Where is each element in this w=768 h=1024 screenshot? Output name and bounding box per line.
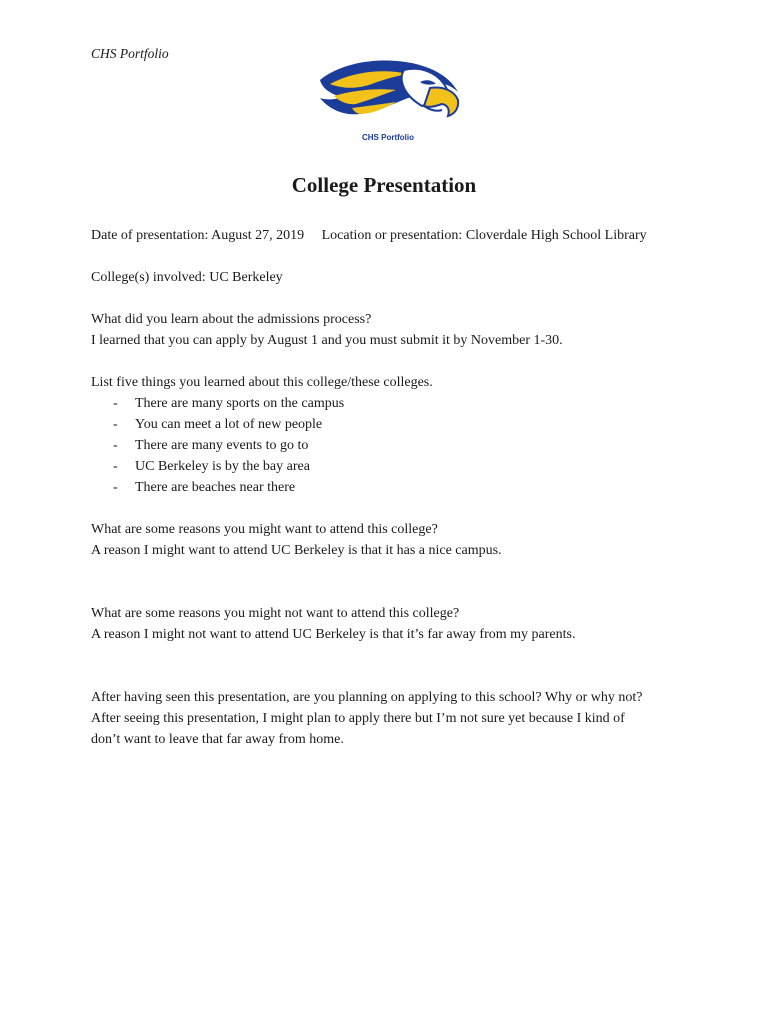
colleges-label: College(s) involved: bbox=[91, 270, 206, 285]
location-value: Cloverdale High School Library bbox=[465, 228, 647, 243]
list-item: - You can meet a lot of new people bbox=[91, 414, 651, 435]
learned-list bbox=[91, 393, 651, 498]
location-label: Location or presentation: bbox=[321, 228, 463, 243]
planning-answer: After seeing this presentation, I might plan to apply there but I’m not sure yet because I kind of don’t want to leave that far away from home. bbox=[91, 711, 625, 747]
eagle-logo bbox=[312, 50, 464, 146]
planning-question: After having seen this presentation, are you planning on applying to this school? Why or why not? bbox=[91, 690, 643, 705]
document-title: College Presentation bbox=[291, 173, 477, 197]
colleges-value: UC Berkeley bbox=[209, 270, 283, 285]
logo-caption: CHS Portfolio bbox=[362, 133, 414, 142]
document-body bbox=[91, 225, 651, 750]
list-item: - UC Berkeley is by the bay area bbox=[91, 456, 651, 477]
admissions-answer: I learned that you can apply by August 1 and you must submit it by November 1-30. bbox=[91, 333, 563, 348]
admissions-question: What did you learn about the admissions process? bbox=[91, 312, 372, 327]
list-item: - There are beaches near there bbox=[91, 477, 651, 498]
date-value: August 27, 2019 bbox=[211, 228, 305, 243]
reasons-not-attend-answer: A reason I might not want to attend UC Berkeley is that it’s far away from my parents. bbox=[91, 627, 576, 642]
reasons-not-attend-question: What are some reasons you might not want to attend this college? bbox=[91, 606, 460, 621]
reasons-attend-answer: A reason I might want to attend UC Berkeley is that it has a nice campus. bbox=[91, 543, 502, 558]
list-item: - There are many events to go to bbox=[91, 435, 651, 456]
date-label: Date of presentation: bbox=[91, 228, 209, 243]
five-things-prompt: List five things you learned about this college/these colleges. bbox=[91, 375, 433, 390]
reasons-attend-question: What are some reasons you might want to attend this college? bbox=[91, 522, 438, 537]
page-header: CHS Portfolio bbox=[91, 46, 169, 61]
date-location-line bbox=[91, 225, 651, 246]
colleges-line bbox=[91, 267, 651, 288]
list-item: - There are many sports on the campus bbox=[91, 393, 651, 414]
